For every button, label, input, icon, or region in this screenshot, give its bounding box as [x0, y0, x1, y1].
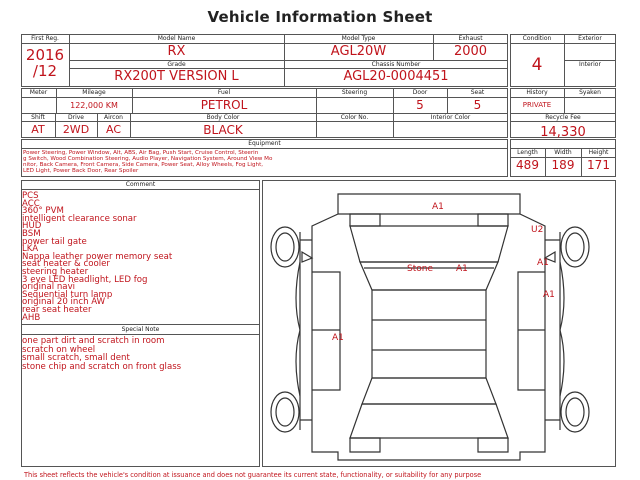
chassis-number-label: Chassis Number: [371, 61, 421, 68]
grade-label: Grade: [167, 61, 186, 68]
equipment-line: Power Steering, Power Window, Alt, ABS, Air Bag, Push Start, Cruise Control, Steerin: [23, 150, 259, 156]
fuel-label: Fuel: [217, 89, 231, 96]
equipment-text: [23, 150, 505, 174]
drive-value: 2WD: [62, 123, 90, 136]
interior-color-label: Interior Color: [430, 114, 471, 121]
door-label: Door: [412, 89, 428, 96]
comment-line: AHB: [22, 312, 41, 323]
exhaust-value: 2000: [453, 44, 488, 59]
aircon-label: Aircon: [104, 114, 123, 121]
comment-line: PCS: [22, 191, 39, 201]
history-value: PRIVATE: [522, 101, 552, 109]
disclaimer-footer: This sheet reflects the vehicle's condition at issuance and does not guarantee its current state, functionality, or suitability for any purpose: [24, 471, 482, 479]
special-note-line: scratch on wheel: [22, 344, 96, 355]
special-note-header: Special Note: [121, 326, 160, 333]
mileage-value: 122,000 KM: [70, 101, 118, 110]
condition-label: Condition: [522, 35, 552, 42]
steering-label: Steering: [341, 89, 368, 96]
shift-value: AT: [31, 123, 45, 136]
model-type-label: Model Type: [341, 35, 376, 42]
drive-label: Drive: [68, 114, 84, 121]
door-value: 5: [416, 98, 424, 112]
interior-label: Interior: [579, 61, 601, 68]
first-reg-label: First Reg.: [31, 35, 59, 42]
comment-line: steering heater: [22, 267, 89, 277]
comment-header: Comment: [125, 181, 156, 188]
special-note-line: stone chip and scratch on front glass: [22, 361, 182, 372]
exterior-label: Exterior: [578, 35, 602, 42]
length-label: Length: [517, 149, 538, 156]
comment-line: 3 eye LED headlight, LED fog: [22, 274, 148, 285]
comment-line: intelligent clearance sonar: [22, 213, 137, 224]
recycle-fee-label: Recycle Fee: [545, 114, 581, 121]
meter-label: Meter: [29, 89, 48, 96]
width-label: Width: [554, 149, 572, 156]
damage-mark: A1: [537, 258, 549, 268]
damage-diagram-box: [262, 180, 616, 467]
comment-line: Sequential turn lamp: [22, 289, 113, 300]
height-value: 171: [587, 158, 610, 172]
body-color-value: BLACK: [203, 123, 243, 137]
comment-line: rear seat heater: [22, 305, 92, 315]
history-label: History: [526, 89, 548, 96]
shift-label: Shift: [31, 114, 45, 121]
comment-line: HUD: [22, 221, 42, 232]
condition-value: 4: [531, 55, 543, 75]
height-label: Height: [588, 149, 609, 156]
length-value: 489: [516, 158, 539, 172]
comment-line: ACC: [22, 198, 40, 209]
mileage-label: Mileage: [82, 89, 106, 96]
damage-mark: A1: [432, 202, 444, 212]
model-name-label: Model Name: [157, 35, 196, 42]
syaken-label: Syaken: [579, 89, 601, 96]
comment-line: original navi: [22, 282, 76, 293]
comment-line: seat heater & cooler: [22, 259, 110, 270]
color-no-label: Color No.: [340, 114, 369, 121]
damage-mark: A1: [543, 290, 555, 300]
first-reg-month: /12: [32, 62, 58, 80]
seat-value: 5: [473, 98, 482, 112]
first-reg-year: 2016: [25, 46, 65, 64]
fuel-value: PETROL: [200, 98, 248, 112]
damage-mark: A1: [456, 264, 468, 274]
model-name-value: RX: [167, 44, 186, 59]
equipment-line: g Switch, Wood Combination Steering, Audio Player, Navigation System, Around View Mo: [23, 156, 273, 162]
damage-mark: U2: [531, 225, 544, 235]
sheet-title: Vehicle Information Sheet: [207, 8, 433, 26]
damage-mark: Stone: [407, 264, 433, 274]
model-type-value: AGL20W: [330, 44, 387, 59]
comment-line: LKA: [22, 244, 39, 255]
damage-mark: A1: [332, 333, 344, 343]
body-color-label: Body Color: [206, 114, 240, 121]
aircon-value: AC: [105, 123, 121, 136]
grade-value: RX200T VERSION L: [114, 69, 239, 84]
seat-label: Seat: [470, 89, 485, 96]
chassis-number-value: AGL20-0004451: [343, 69, 449, 84]
recycle-fee-value: 14,330: [540, 125, 586, 140]
comment-line: BSM: [22, 229, 41, 239]
comment-line: power tail gate: [22, 236, 87, 247]
equipment-line: nitor, Back Camera, Front Camera, Side Camera, Power Seat, Alloy Wheels, Fog Light,: [23, 162, 264, 168]
comment-line: Nappa leather power memory seat: [22, 251, 173, 262]
special-note-line: one part dirt and scratch in room: [22, 336, 165, 346]
exhaust-label: Exhaust: [458, 35, 483, 42]
equipment-line: LED Light, Power Back Door, Rear Spoiler: [23, 168, 139, 174]
equipment-label: Equipment: [248, 140, 281, 147]
comment-line: 360° PVM: [22, 206, 64, 217]
comment-line: original 20 inch AW: [22, 297, 106, 308]
width-value: 189: [551, 158, 575, 172]
special-note-line: small scratch, small dent: [22, 353, 130, 363]
